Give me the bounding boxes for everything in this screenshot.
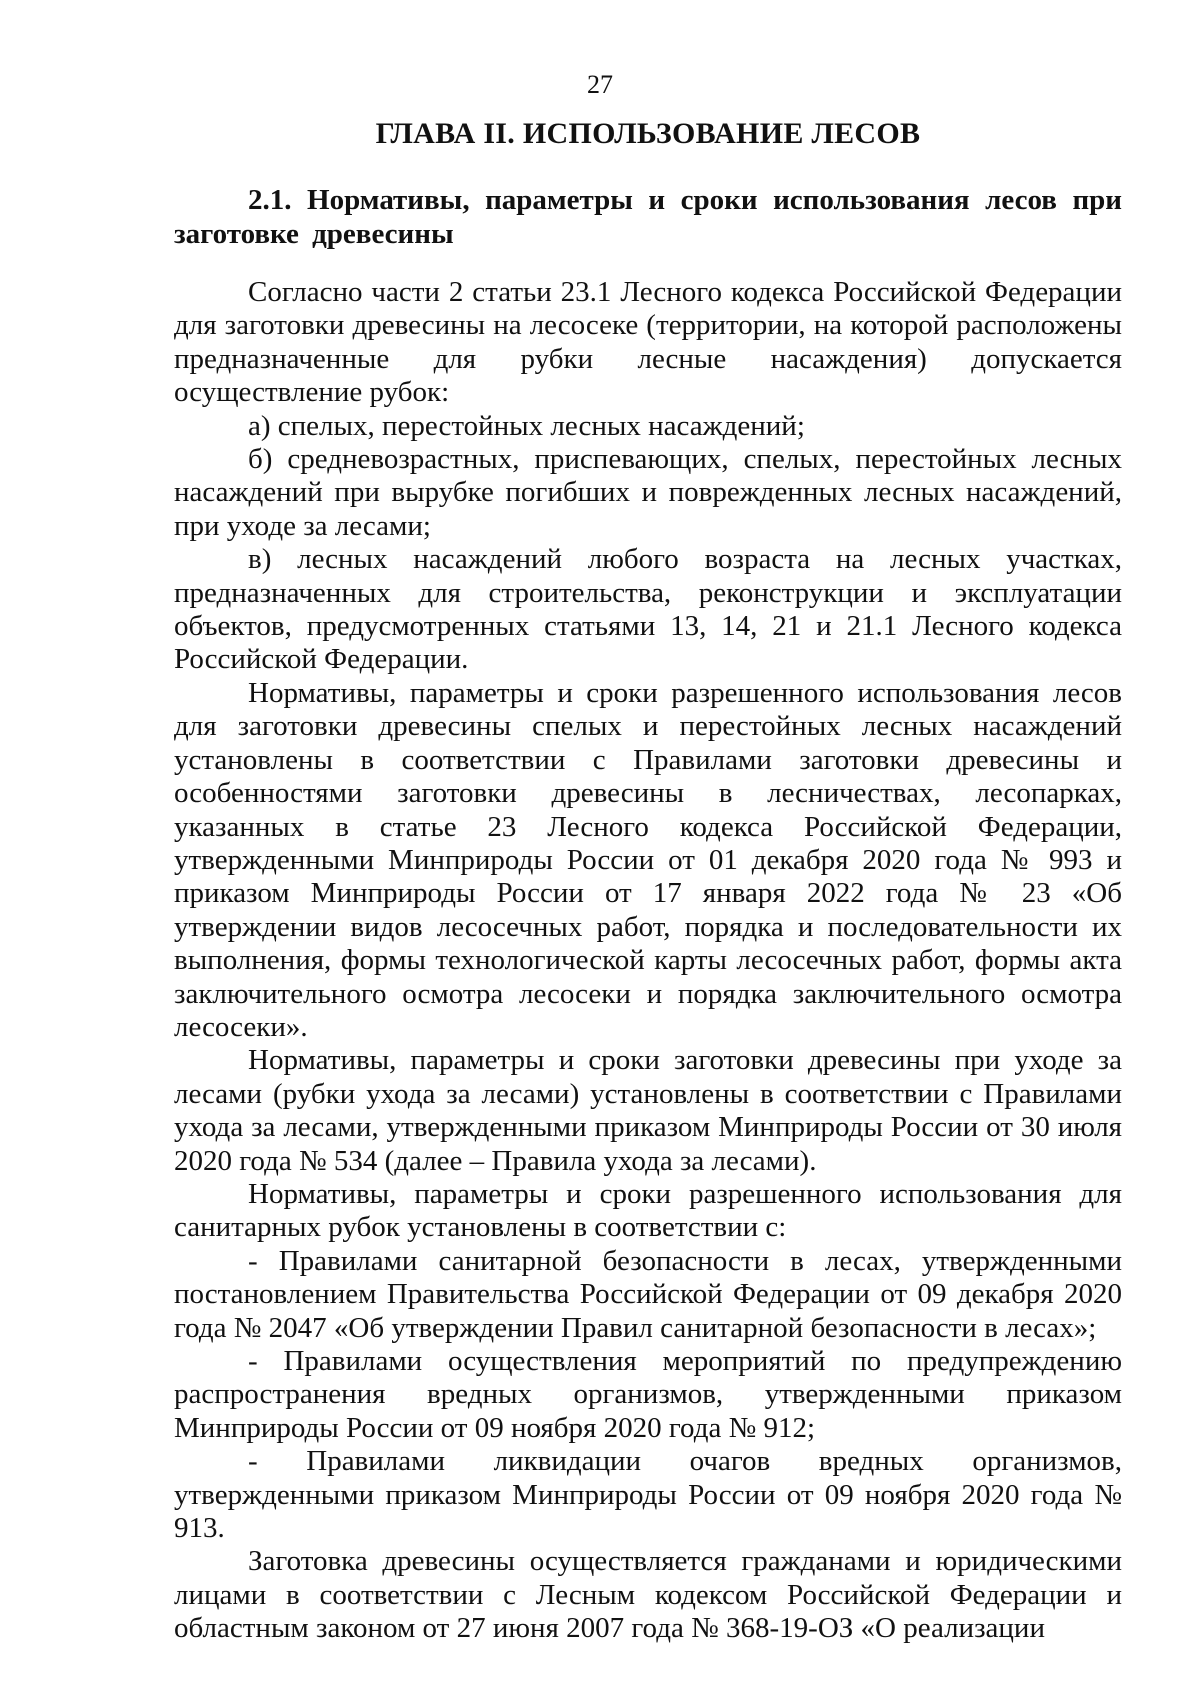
paragraph-sanitary-intro: Нормативы, параметры и сроки разрешенного использования для санитарных рубок установлены в соответствии с: <box>174 1177 1122 1244</box>
list-item-a: а) спелых, перестойных лесных насаждений; <box>248 409 805 442</box>
list-item-b: б) средневозрастных, приспевающих, спелых, перестойных лесных насаждений при вырубке погибших и поврежденных лесных насаждений, при уходе за лесами; <box>174 443 1122 542</box>
chapter-title: ГЛАВА II. ИСПОЛЬЗОВАНИЕ ЛЕСОВ <box>375 117 921 150</box>
paragraph-harvesting-law: Заготовка древесины осуществляется гражданами и юридическими лицами в соответствии с Лесным кодексом Российской Федерации и областным законом от 27 июня 2007 года № 368-19-ОЗ «О реализации <box>174 1545 1122 1645</box>
list-item-sanitary-safety: - Правилами санитарной безопасности в лесах, утвержденными постановлением Правительства Российской Федерации от 09 декабря 2020 года № 2047 «Об утверждении Правил санитарной безопасности в лесах»; <box>174 1244 1122 1344</box>
paragraph-intro: Согласно части 2 статьи 23.1 Лесного кодекса Российской Федерации для заготовки древесины на лесосеке (территории, на которой расположены предназначенные для рубки лесные насаждения) допускается осуществление рубок: <box>174 276 1122 409</box>
paragraph-harvest-rules: Нормативы, параметры и сроки разрешенного использования лесов для заготовки древесины спелых и перестойных лесных насаждений установлены в соответствии с Правилами заготовки древесины и особенностями заготовки древесины в лесничествах, лесопарках, указанных в статье 23 Лесного кодекса Российской Федерации, утвержденными Минприроды России от 01 декабря 2020 года № 993 и приказом Минприроды России от 17 января 2022 года № 23 «Об утверждении видов лесосечных работ, порядка и последовательности их выполнения, формы технологической карты лесосечных работ, формы акта заключительного осмотра лесосеки и порядка заключительного осмотра лесосеки». <box>174 676 1122 1043</box>
paragraph-care-rules: Нормативы, параметры и сроки заготовки древесины при уходе за лесами (рубки ухода за лесами) установлены в соответствии с Правилами ухода за лесами, утвержденными приказом Минприроды России от 30 июля 2020 года № 534 (далее – Правила ухода за лесами). <box>174 1044 1122 1177</box>
section-title: 2.1. Нормативы, параметры и сроки использования лесов при заготовке древесины <box>174 184 1122 250</box>
body-text <box>174 276 1122 1646</box>
list-item-pest-prevention: - Правилами осуществления мероприятий по предупреждению распространения вредных организмов, утвержденными приказом Минприроды России от 09 ноября 2020 года № 912; <box>174 1345 1122 1444</box>
list-item-v: в) лесных насаждений любого возраста на лесных участках, предназначенных для строительства, реконструкции и эксплуатации объектов, предусмотренных статьями 13, 14, 21 и 21.1 Лесного кодекса Российской Федерации. <box>174 543 1122 676</box>
page-number: 27 <box>587 70 613 99</box>
list-item-pest-elimination: - Правилами ликвидации очагов вредных организмов, утвержденными приказом Минприроды России от 09 ноября 2020 года № 913. <box>174 1445 1122 1545</box>
